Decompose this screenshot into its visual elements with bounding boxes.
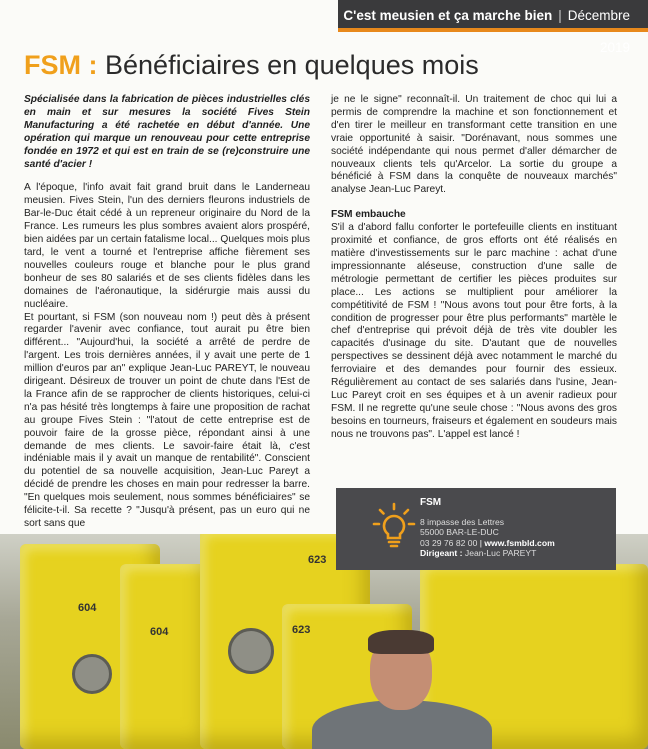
website-link[interactable]: www.fsmbld.com — [484, 537, 555, 548]
dial — [72, 654, 112, 694]
dial — [228, 628, 274, 674]
company-name: FSM — [420, 497, 442, 508]
article-paragraph: A l'époque, l'info avait fait grand bruit dans le Landerneau meusien. Fives Stein, l'un des derniers fleurons industriels de Bar-le-Duc était cédé à un repreneur originaire du Nord de la France. Les rumeurs les plus sombres avaient alors prospéré, bien aidées par un certain fatalisme local... Quelques mois plus tard, le vent a tourné et l'entreprise affiche fièrement ses nouvelles couleurs rouge et blanche pour le plus grand bonheur de ses 80 salariés et de ses clients fidèles dans les domaines de l'aéronautique, la sidérurgie mais aussi du nucléaire. — [24, 182, 310, 310]
director-label: Dirigeant : — [420, 548, 463, 559]
machine — [120, 564, 210, 749]
lightbulb-icon — [372, 502, 416, 550]
infobox-text: FSM 8 impasse des Lettres 55000 BAR-LE-DUC 03 29 76 82 00 | www.fsmbld.com Dirigeant : Jean-Luc PAREYT — [420, 497, 555, 559]
phone: 03 29 76 82 00 — [420, 537, 478, 548]
machine-label: 623 — [308, 554, 327, 566]
article-lead: Spécialisée dans la fabrication de pièces industrielles clés en main et sur mesures la société Fives Stein Manufacturing a été rachetée en début d'année. Une opération qui marque un renouveau pour cette entreprise fondée en 1972 et qui est en train de se (re)construire une santé d'acier ! — [24, 94, 310, 170]
article-subheading: FSM embauche — [331, 209, 406, 221]
article-paragraph: S'il a d'abord fallu conforter le portefeuille clients en instituant proximité et confiance, de gros efforts ont été réalisés en matière d'investissements sur le parc machine : achat d'une impressionnante aléseuse, construction d'une salle de métrologie permettant de certifier les pièces produites sur place... Les actions se multiplient pour améliorer la compétitivité de FSM ! "Nous avons tout pour être forts, à la condition de progresser pour être plus performants" martèle le chef d'entreprise qui prévoit déjà de très vite doubler les capacités d'usinage du site. D'autant que de nouvelles perspectives se dessinent déjà avec notamment le marché du ferroviaire et des demandes pour fournir des essieux. Régulièrement au contact de ses salariés dans l'usine, Jean-Luc Pareyt croit en ses équipes et à un avenir radieux pour FSM. Il ne regrette qu'une seule chose : "Nous avons des gros besoins en tourneurs, fraiseurs et également en soudeurs mais nous ne trouvons pas". L'appel est lancé ! — [331, 222, 617, 440]
article-column-right — [331, 94, 617, 442]
issue-tagline: C'est meusien et ça marche bien — [343, 8, 553, 23]
article-column-left — [24, 94, 310, 531]
director-name: Jean-Luc PAREYT — [464, 548, 537, 559]
issue-date: Décembre 2019 — [567, 8, 630, 55]
issue-header: C'est meusien et ça marche bien | Décembre 2019 — [338, 0, 648, 32]
article-title — [24, 50, 479, 81]
machine-label: 623 — [292, 624, 311, 636]
article-paragraph: je ne le signe" reconnaît-il. Un traitement de choc qui lui a permis de comprendre la machine et son fonctionnement et d'en tirer le meilleur en transformant cette transition en une vraie opportunité à saisir. "Dorénavant, nous sommes une société indépendante qui nous permet d'aller démarcher de nouveaux clients tels qu'Arcelor. La sortie du groupe a bénéficié à FSM dans la conquête de nouveaux marchés" analyse Jean-Luc Pareyt. — [331, 94, 617, 196]
company-infobox — [336, 488, 616, 570]
address-city: 55000 BAR-LE-DUC — [420, 527, 499, 538]
address-line: 8 impasse des Lettres — [420, 516, 505, 527]
machine-label: 604 — [78, 602, 97, 614]
title-brand: FSM : — [24, 50, 98, 80]
article-paragraph: Et pourtant, si FSM (son nouveau nom !) peut dès à présent regarder l'avenir avec confiance, tout aurait pu être bien différent... "Aujourd'hui, la société a arrêté de perdre de l'argent. Les trois dernières années, il y avait une perte de 1 million d'euros par an" explique Jean-Luc PAREYT, le nouveau dirigeant. Désireux de trouver un point de chute dans l'Est de la France afin de se rapprocher de clients historiques, celui-ci n'a pas hésité très longtemps à faire une proposition de rachat au groupe Fives Stein : "l'atout de cette entreprise est de pouvoir faire de la grosse pièce, répondant ainsi à une demande de mes clients. Le savoir-faire était là, c'est indéniable mais il y avait un manque de rentabilité". Conscient du potentiel de sa nouvelle acquisition, Jean-Luc Pareyt a décidé de prendre les choses en main pour redresser la barre. "En quelques mois seulement, nous sommes bénéficiaires" se félicite-t-il. Sa recette ? "Jusqu'à présent, pas un euro qui ne sort sans que — [24, 311, 310, 529]
machine-label: 604 — [150, 626, 169, 638]
title-text: Bénéficiaires en quelques mois — [105, 50, 479, 80]
portrait-man — [312, 630, 492, 749]
